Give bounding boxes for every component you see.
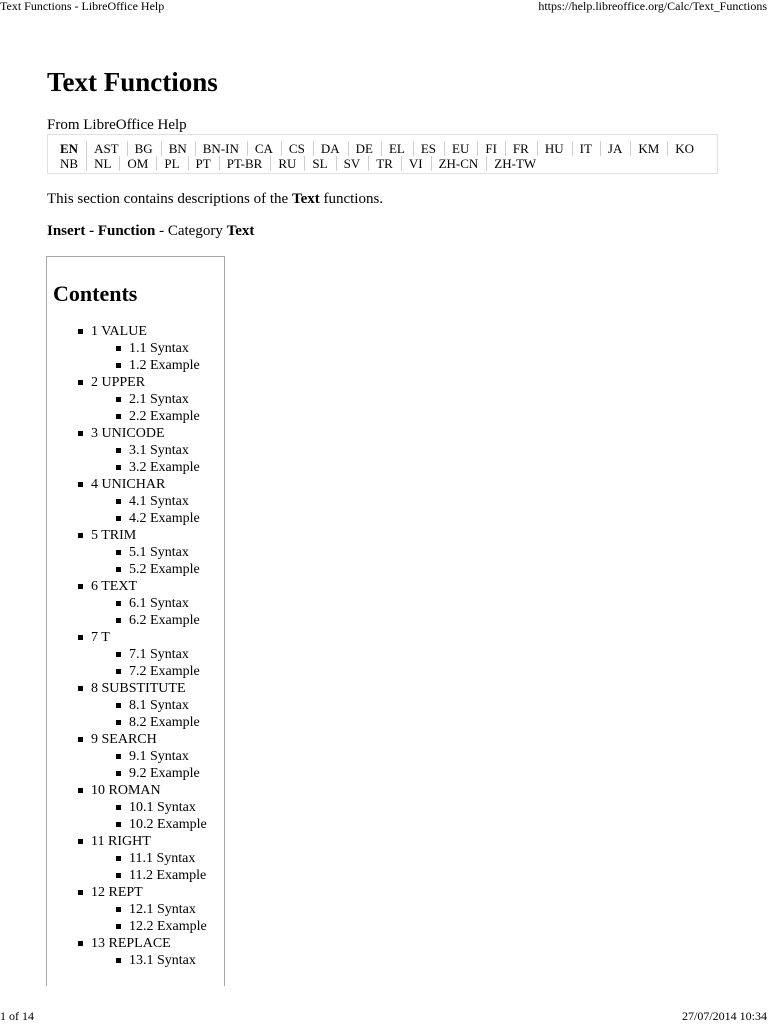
- bullet-icon: [116, 550, 121, 555]
- bullet-icon: [116, 414, 121, 419]
- toc-sublink[interactable]: 4.2 Example: [129, 511, 200, 526]
- toc-subitem: [77, 646, 207, 663]
- toc-item: [77, 629, 207, 646]
- toc-sublink[interactable]: 4.1 Syntax: [129, 494, 189, 509]
- print-footer-datetime: 27/07/2014 10:34: [681, 1009, 767, 1023]
- toc-subitem: [77, 340, 207, 357]
- toc-subitem: [77, 493, 207, 510]
- toc-link[interactable]: 10 ROMAN: [91, 783, 161, 798]
- toc-subitem: [77, 510, 207, 527]
- toc-sublink[interactable]: 3.2 Example: [129, 460, 200, 475]
- toc-sublink[interactable]: 5.1 Syntax: [129, 545, 189, 560]
- toc-sublink[interactable]: 11.2 Example: [129, 868, 207, 883]
- bullet-icon: [116, 465, 121, 470]
- toc-subitem: [77, 595, 207, 612]
- bullet-icon: [78, 737, 83, 742]
- toc-subitem: [77, 391, 207, 408]
- toc-link[interactable]: 9 SEARCH: [91, 732, 157, 747]
- bullet-icon: [78, 380, 83, 385]
- toc-sublink[interactable]: 6.1 Syntax: [129, 596, 189, 611]
- bullet-icon: [78, 686, 83, 691]
- language-link-es[interactable]: ES: [413, 141, 444, 156]
- toc-item: [77, 323, 207, 340]
- toc-subitem: [77, 816, 207, 833]
- toc-item: [77, 935, 207, 952]
- toc-link[interactable]: 2 UPPER: [91, 375, 146, 390]
- toc-item: [77, 782, 207, 799]
- toc-item: [77, 425, 207, 442]
- bullet-icon: [116, 873, 121, 878]
- toc-link[interactable]: 6 TEXT: [91, 579, 138, 594]
- toc-sublink[interactable]: 8.2 Example: [129, 715, 200, 730]
- language-link-bg[interactable]: BG: [127, 141, 161, 156]
- toc-sublink[interactable]: 12.2 Example: [129, 919, 207, 934]
- bullet-icon: [78, 890, 83, 895]
- language-link-sv[interactable]: SV: [336, 156, 369, 171]
- toc-subitem: [77, 408, 207, 425]
- intro-text-prefix: This section contains descriptions of the: [47, 191, 292, 207]
- toc-sublink[interactable]: 1.1 Syntax: [129, 341, 189, 356]
- language-link-ko[interactable]: KO: [667, 141, 702, 156]
- toc-sublink[interactable]: 8.1 Syntax: [129, 698, 189, 713]
- bullet-icon: [116, 720, 121, 725]
- toc-subitem: [77, 612, 207, 629]
- toc-item: [77, 527, 207, 544]
- bullet-icon: [116, 907, 121, 912]
- bullet-icon: [116, 754, 121, 759]
- bullet-icon: [78, 788, 83, 793]
- toc-item: [77, 578, 207, 595]
- bullet-icon: [78, 533, 83, 538]
- toc-item: [77, 680, 207, 697]
- print-header-url: https://help.libreoffice.org/Calc/Text_Functions: [538, 0, 767, 13]
- toc-item: [77, 731, 207, 748]
- bullet-icon: [116, 805, 121, 810]
- bullet-icon: [78, 482, 83, 487]
- toc-link[interactable]: 5 TRIM: [91, 528, 137, 543]
- toc-sublink[interactable]: 3.1 Syntax: [129, 443, 189, 458]
- language-link-hu[interactable]: HU: [537, 141, 572, 156]
- bullet-icon: [78, 635, 83, 640]
- toc-sublink[interactable]: 7.1 Syntax: [129, 647, 189, 662]
- bullet-icon: [116, 822, 121, 827]
- toc-subitem: [77, 952, 207, 969]
- language-link-ru[interactable]: RU: [270, 156, 304, 171]
- bullet-icon: [116, 924, 121, 929]
- toc-sublink[interactable]: 1.2 Example: [129, 358, 200, 373]
- bullet-icon: [116, 567, 121, 572]
- toc-subitem: [77, 442, 207, 459]
- language-link-bn-in[interactable]: BN-IN: [195, 141, 247, 156]
- print-footer-page: 1 of 14: [0, 1009, 34, 1023]
- toc-subitem: [77, 850, 207, 867]
- bullet-icon: [116, 771, 121, 776]
- table-of-contents: [46, 256, 225, 986]
- toc-subitem: [77, 663, 207, 680]
- toc-title: Contents: [53, 281, 138, 306]
- language-link-pt[interactable]: PT: [188, 156, 219, 171]
- toc-subitem: [77, 765, 207, 782]
- language-link-eu[interactable]: EU: [444, 141, 477, 156]
- language-link-fr[interactable]: FR: [505, 141, 537, 156]
- page-subtitle: From LibreOffice Help: [47, 117, 187, 133]
- bullet-icon: [116, 363, 121, 368]
- language-link-bn[interactable]: BN: [161, 141, 195, 156]
- bullet-icon: [116, 652, 121, 657]
- bullet-icon: [78, 584, 83, 589]
- toc-link[interactable]: 12 REPT: [91, 885, 143, 900]
- language-link-vi[interactable]: VI: [401, 156, 431, 171]
- bullet-icon: [116, 669, 121, 674]
- menu-path-separator: - Category: [155, 223, 227, 239]
- toc-link[interactable]: 3 UNICODE: [91, 426, 165, 441]
- toc-sublink[interactable]: 5.2 Example: [129, 562, 200, 577]
- toc-subitem: [77, 799, 207, 816]
- bullet-icon: [78, 431, 83, 436]
- bullet-icon: [78, 941, 83, 946]
- bullet-icon: [116, 958, 121, 963]
- toc-link[interactable]: 7 T: [91, 630, 110, 645]
- bullet-icon: [78, 839, 83, 844]
- intro-text-bold: Text: [291, 191, 320, 207]
- language-bar: [47, 134, 718, 174]
- language-row: [52, 156, 717, 171]
- bullet-icon: [116, 856, 121, 861]
- intro-text-suffix: functions.: [319, 191, 384, 207]
- bullet-icon: [116, 397, 121, 402]
- toc-item: [77, 884, 207, 901]
- menu-path: [47, 222, 254, 240]
- toc-sublink[interactable]: 6.2 Example: [129, 613, 200, 628]
- toc-link[interactable]: 11 RIGHT: [91, 834, 151, 849]
- bullet-icon: [116, 346, 121, 351]
- toc-item: [77, 374, 207, 391]
- language-link-it[interactable]: IT: [572, 141, 600, 156]
- language-link-pt-br[interactable]: PT-BR: [219, 156, 271, 171]
- toc-subitem: [77, 901, 207, 918]
- bullet-icon: [116, 618, 121, 623]
- toc-sublink[interactable]: 2.1 Syntax: [129, 392, 189, 407]
- language-link-fi[interactable]: FI: [477, 141, 505, 156]
- toc-sublink[interactable]: 10.1 Syntax: [129, 800, 196, 815]
- toc-sublink[interactable]: 10.2 Example: [129, 817, 207, 832]
- bullet-icon: [116, 601, 121, 606]
- toc-sublink[interactable]: 12.1 Syntax: [129, 902, 196, 917]
- bullet-icon: [116, 499, 121, 504]
- language-link-zh-tw[interactable]: ZH-TW: [486, 156, 544, 171]
- toc-sublink[interactable]: 9.2 Example: [129, 766, 200, 781]
- toc-link[interactable]: 4 UNICHAR: [91, 477, 166, 492]
- toc-subitem: [77, 714, 207, 731]
- bullet-icon: [116, 703, 121, 708]
- language-link-ast[interactable]: AST: [86, 141, 127, 156]
- language-link-ca[interactable]: CA: [247, 141, 281, 156]
- toc-subitem: [77, 459, 207, 476]
- toc-subitem: [77, 867, 207, 884]
- toc-sublink[interactable]: 7.2 Example: [129, 664, 200, 679]
- bullet-icon: [116, 448, 121, 453]
- toc-link[interactable]: 8 SUBSTITUTE: [91, 681, 186, 696]
- language-link-en[interactable]: EN: [60, 141, 79, 156]
- toc-subitem: [77, 561, 207, 578]
- toc-subitem: [77, 544, 207, 561]
- bullet-icon: [78, 329, 83, 334]
- print-header-title: Text Functions - LibreOffice Help: [0, 0, 165, 13]
- toc-subitem: [77, 697, 207, 714]
- toc-item: [77, 833, 207, 850]
- language-link-nl[interactable]: NL: [86, 156, 119, 171]
- language-link-el[interactable]: EL: [381, 141, 413, 156]
- language-link-tr[interactable]: TR: [368, 156, 401, 171]
- toc-subitem: [77, 918, 207, 935]
- toc-subitem: [77, 748, 207, 765]
- toc-link[interactable]: 1 VALUE: [91, 324, 147, 339]
- toc-sublink[interactable]: 2.2 Example: [129, 409, 200, 424]
- language-link-pl[interactable]: PL: [156, 156, 187, 171]
- page-title: Text Functions: [47, 67, 218, 97]
- language-link-zh-cn[interactable]: ZH-CN: [431, 156, 487, 171]
- language-row: [52, 141, 717, 156]
- bullet-icon: [116, 516, 121, 521]
- toc-sublink[interactable]: 13.1 Syntax: [129, 953, 196, 968]
- toc-link[interactable]: 13 REPLACE: [91, 936, 171, 951]
- menu-path-command: Insert - Function: [47, 223, 156, 239]
- language-link-sl[interactable]: SL: [304, 156, 335, 171]
- language-link-cs[interactable]: CS: [281, 141, 313, 156]
- toc-subitem: [77, 357, 207, 374]
- menu-path-category: Text: [226, 223, 255, 239]
- language-link-de[interactable]: DE: [348, 141, 381, 156]
- language-link-ja[interactable]: JA: [600, 141, 630, 156]
- toc-sublink[interactable]: 11.1 Syntax: [129, 851, 196, 866]
- print-footer: [0, 1010, 768, 1024]
- print-header: [0, 0, 768, 14]
- language-link-om[interactable]: OM: [119, 156, 156, 171]
- toc-list: [77, 323, 207, 969]
- language-link-km[interactable]: KM: [630, 141, 667, 156]
- intro-paragraph: [47, 190, 383, 208]
- language-link-nb[interactable]: NB: [60, 156, 79, 171]
- language-link-da[interactable]: DA: [313, 141, 348, 156]
- toc-sublink[interactable]: 9.1 Syntax: [129, 749, 189, 764]
- toc-item: [77, 476, 207, 493]
